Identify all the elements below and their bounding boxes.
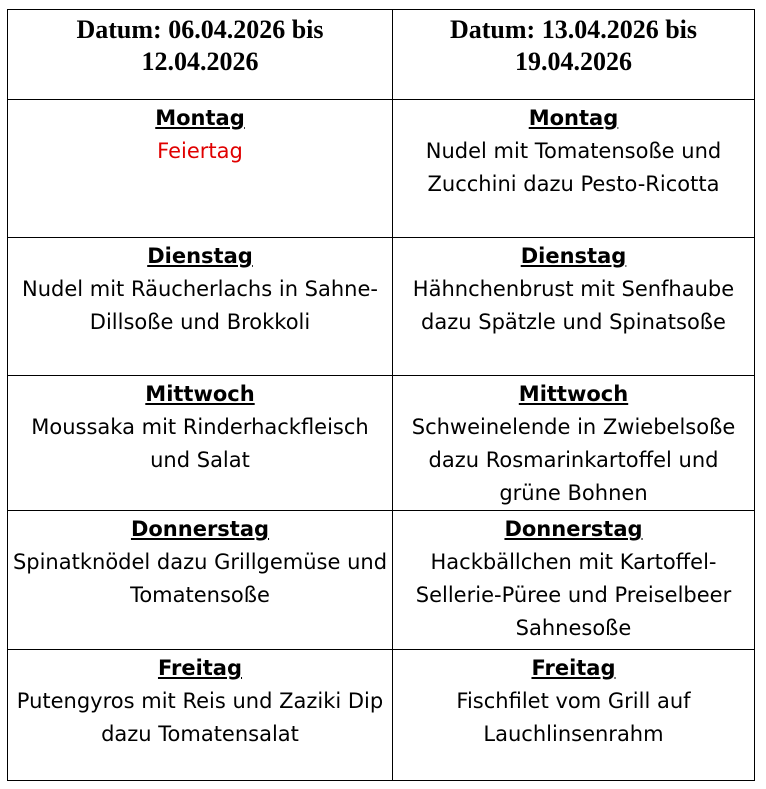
dish-text: Schweinelende in Zwiebelsoße dazu Rosmarinkartoffel und grüne Bohnen (411, 415, 736, 505)
day-name: Mittwoch (518, 382, 629, 406)
week-1-date-to: 12.04.2026 (141, 47, 259, 76)
week-2-date-to: 19.04.2026 (515, 47, 632, 76)
week-2-wednesday-cell (393, 376, 755, 511)
week-1-wednesday-cell (8, 376, 393, 511)
day-name: Montag (155, 106, 245, 130)
week-1-date-from: Datum: 06.04.2026 bis (76, 15, 324, 44)
friday-row (8, 650, 755, 781)
dish-text: Moussaka mit Rinderhackfleisch und Salat (31, 415, 369, 472)
dish-text: Spinatknödel dazu Grillgemüse und Tomatensoße (12, 550, 388, 607)
header-row (8, 10, 755, 100)
week-2-monday-cell (393, 100, 755, 238)
week-2-date-from: Datum: 13.04.2026 bis (449, 15, 697, 44)
day-name: Mittwoch (145, 382, 255, 406)
week-1-thursday-cell (8, 511, 393, 650)
holiday-label: Feiertag (157, 139, 243, 163)
day-name: Dienstag (520, 244, 627, 268)
week-2-thursday-cell (393, 511, 755, 650)
wednesday-row (8, 376, 755, 511)
day-name: Freitag (531, 656, 616, 680)
tuesday-row (8, 238, 755, 376)
day-name: Donnerstag (130, 517, 270, 541)
menu-table (7, 9, 755, 781)
week-2-header (393, 10, 755, 100)
week-1-tuesday-cell (8, 238, 393, 376)
week-1-header (8, 10, 393, 100)
monday-row (8, 100, 755, 238)
dish-text: Hackbällchen mit Kartoffel-Sellerie-Püree und Preiselbeer Sahnesoße (415, 550, 732, 640)
week-2-tuesday-cell (393, 238, 755, 376)
day-name: Montag (528, 106, 619, 130)
week-1-monday-cell (8, 100, 393, 238)
day-name: Freitag (157, 656, 243, 680)
dish-text: Nudel mit Räucherlachs in Sahne-Dillsoße und Brokkoli (21, 277, 378, 334)
dish-text: Fischfilet vom Grill auf Lauchlinsenrahm (456, 689, 691, 746)
thursday-row (8, 511, 755, 650)
week-1-friday-cell (8, 650, 393, 781)
day-name: Dienstag (147, 244, 253, 268)
dish-text: Hähnchenbrust mit Senfhaube dazu Spätzle und Spinatsoße (412, 277, 735, 334)
dish-text: Putengyros mit Reis und Zaziki Dip dazu Tomatensalat (16, 689, 384, 746)
dish-text: Nudel mit Tomatensoße und Zucchini dazu Pesto-Ricotta (425, 139, 722, 196)
week-2-friday-cell (393, 650, 755, 781)
day-name: Donnerstag (504, 517, 643, 541)
